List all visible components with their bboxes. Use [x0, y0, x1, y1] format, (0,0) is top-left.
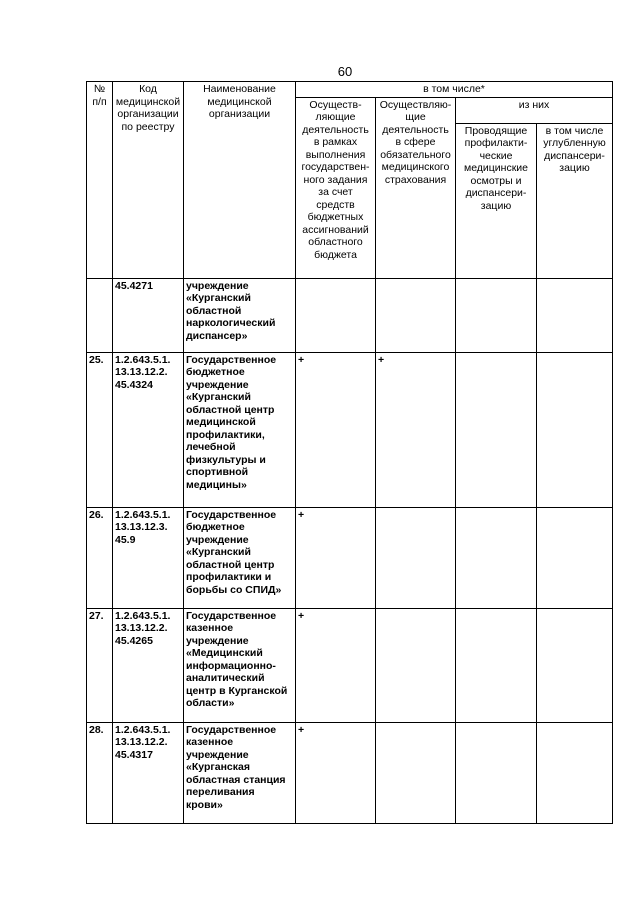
row-state-task: +	[296, 722, 376, 823]
row-code: 45.4271	[113, 278, 184, 352]
row-deep	[537, 352, 613, 507]
row-state-task: +	[296, 507, 376, 608]
row-state-task	[296, 278, 376, 352]
row-num: 28.	[87, 722, 113, 823]
table-row	[87, 722, 613, 823]
table-row	[87, 608, 613, 722]
organizations-table	[86, 81, 613, 824]
row-code: 1.2.643.5.1. 13.13.12.2. 45.4265	[113, 608, 184, 722]
header-deep: в том числе углубленную диспансери-зацию	[537, 123, 613, 278]
row-num: 25.	[87, 352, 113, 507]
row-oms	[376, 608, 456, 722]
header-of-them: из них	[456, 97, 613, 123]
header-num: № п/п	[87, 82, 113, 279]
header-prof: Проводящие профилакти-ческие медицинские осмотры и диспансери-зацию	[456, 123, 537, 278]
table-row	[87, 278, 613, 352]
row-oms	[376, 278, 456, 352]
row-deep	[537, 608, 613, 722]
row-prof	[456, 278, 537, 352]
row-prof	[456, 722, 537, 823]
row-code: 1.2.643.5.1. 13.13.12.2. 45.4317	[113, 722, 184, 823]
row-code: 1.2.643.5.1. 13.13.12.2. 45.4324	[113, 352, 184, 507]
row-num: 26.	[87, 507, 113, 608]
row-deep	[537, 278, 613, 352]
row-name: Государственное казенное учреждение «Курганская областная станция переливания крови»	[184, 722, 296, 823]
row-num	[87, 278, 113, 352]
header-name: Наименование медицинской организации	[184, 82, 296, 279]
row-name: Государственное казенное учреждение «Медицинский информационно-аналитический центр в Курганской области»	[184, 608, 296, 722]
page-number: 60	[337, 64, 353, 79]
row-prof	[456, 608, 537, 722]
row-num: 27.	[87, 608, 113, 722]
table-row	[87, 507, 613, 608]
row-state-task: +	[296, 608, 376, 722]
row-state-task: +	[296, 352, 376, 507]
row-deep	[537, 507, 613, 608]
row-name: Государственное бюджетное учреждение «Курганский областной центр медицинской профилактики, лечебной физкультуры и спортивной медицины»	[184, 352, 296, 507]
header-including: в том числе*	[296, 82, 613, 98]
table-row	[87, 352, 613, 507]
row-name: Государственное бюджетное учреждение «Курганский областной центр профилактики и борьбы со СПИД»	[184, 507, 296, 608]
row-oms	[376, 507, 456, 608]
row-oms	[376, 722, 456, 823]
header-oms: Осуществляю-щие деятельность в сфере обязательного медицинского страхования	[376, 97, 456, 278]
row-oms: +	[376, 352, 456, 507]
row-prof	[456, 507, 537, 608]
header-state-task: Осуществ-ляющие деятельность в рамках выполнения государствен-ного задания за счет средств бюджетных ассигнований областного бюджета	[296, 97, 376, 278]
header-code: Код медицинской организации по реестру	[113, 82, 184, 279]
row-deep	[537, 722, 613, 823]
row-code: 1.2.643.5.1. 13.13.12.3. 45.9	[113, 507, 184, 608]
row-prof	[456, 352, 537, 507]
row-name: учреждение «Курганский областной наркологический диспансер»	[184, 278, 296, 352]
